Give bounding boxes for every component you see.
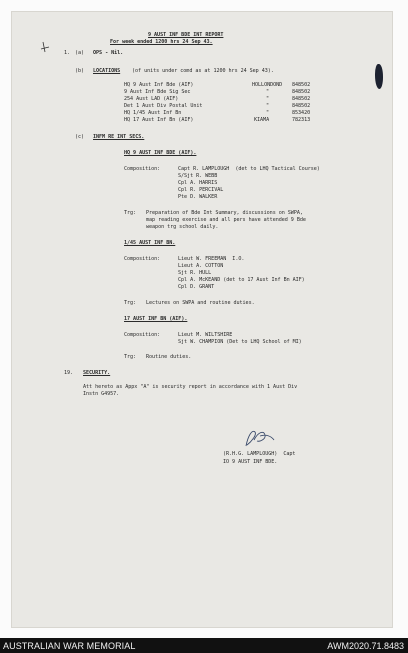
item-label-a: (a) [75,50,85,56]
location-unit: Det 1 Aust Div Postal Unit [124,103,203,109]
training-label: Trg: [124,300,137,306]
signatory-name: (R.H.G. LAMPLOUGH) Capt [223,451,296,457]
item-label-c: (c) [75,134,85,140]
section-number: 19. [64,370,74,376]
location-unit: HQ 9 Aust Inf Bde (AIF) [124,82,194,88]
report-subtitle: For week ended 1200 hrs 24 Sep 43. [110,39,213,45]
training-line: map reading exercise and all pers have attended 9 Bde [146,217,306,223]
bde-heading: HQ 9 AUST INF BDE (AIF). [124,150,197,156]
roster-line: Cpl D. GRANT [178,284,215,290]
roster-line: Sjt W. CHAMPION (Det to LHQ School of MI) [178,339,302,345]
ops-text: OPS - Nil. [93,50,124,56]
location-place: HOLLONDOND [252,82,283,88]
location-ref: 848502 [292,82,311,88]
roster-line: Cpl R. PERCIVAL [178,187,224,193]
location-place: " [266,110,270,116]
roster-line: Capt R. LAMPLOUGH (det to LHQ Tactical Course) [178,166,320,172]
training-label: Trg: [124,210,137,216]
location-unit: HQ 17 Aust Inf Bn (AIF) [124,117,194,123]
locations-title: LOCATIONS [93,68,121,74]
composition-label: Composition: [124,256,161,262]
footer-bar [0,638,408,653]
composition-label: Composition: [124,332,161,338]
location-place: " [266,96,270,102]
bn45-heading: 1/45 AUST INF BN. [124,240,176,246]
report-title: 9 AUST INF BDE INT REPORT [148,32,224,38]
location-ref: 782313 [292,117,311,123]
location-ref: 853420 [292,110,311,116]
handwritten-signature-icon [238,426,278,450]
int-secs-title: INFM RE INT SECS. [93,134,145,140]
composition-label: Composition: [124,166,161,172]
footer-source: AUSTRALIAN WAR MEMORIAL [3,641,136,651]
location-ref: 848502 [292,103,311,109]
item-label-b: (b) [75,68,85,74]
security-line: Instn G4957. [83,391,120,397]
roster-line: Sjt R. HULL [178,270,212,276]
location-ref: 848502 [292,96,311,102]
roster-line: Cpl A. McKEAND (det to 17 Aust Inf Bn AIF) [178,277,305,283]
security-line: Att hereto as Appx "A" is security report in accordance with 1 Aust Div [83,384,298,390]
training-label: Trg: [124,354,137,360]
section-number: 1. [64,50,71,56]
location-unit: 254 Aust LAD (AIF) [124,96,179,102]
locations-subtitle: (of units under comd as at 1200 hrs 24 Sep 43). [132,68,274,74]
bn17-heading: 17 AUST INF BN (AIF). [124,316,188,322]
roster-line: Pte D. WALKER [178,194,218,200]
location-ref: 848502 [292,89,311,95]
roster-line: Lieut W. FREEMAN I.O. [178,256,245,262]
punch-hole-mark [375,64,383,89]
training-line: weapon trg school daily. [146,224,219,230]
security-title: SECURITY. [83,370,111,376]
roster-line: Lieut A. COTTON [178,263,224,269]
roster-line: Cpl A. HARRIS [178,180,218,186]
location-place: " [266,103,270,109]
location-place: " [266,89,270,95]
footer-accession: AWM2020.71.8483 [327,641,404,651]
location-place: KIAMA [254,117,270,123]
location-unit: 9 Aust Inf Bde Sig Sec [124,89,191,95]
roster-line: Lieut M. WILTSHIRE [178,332,233,338]
roster-line: S/Sjt R. WEBB [178,173,218,179]
pencil-mark-icon [40,40,52,56]
location-unit: HQ 1/45 Aust Inf Bn [124,110,182,116]
training-line: Lectures on SWPA and routine duties. [146,300,255,306]
training-line: Preparation of Bde Int Summary, discussions on SWPA, [146,210,303,216]
training-line: Routine duties. [146,354,192,360]
signatory-role: IO 9 AUST INF BDE. [223,459,278,465]
